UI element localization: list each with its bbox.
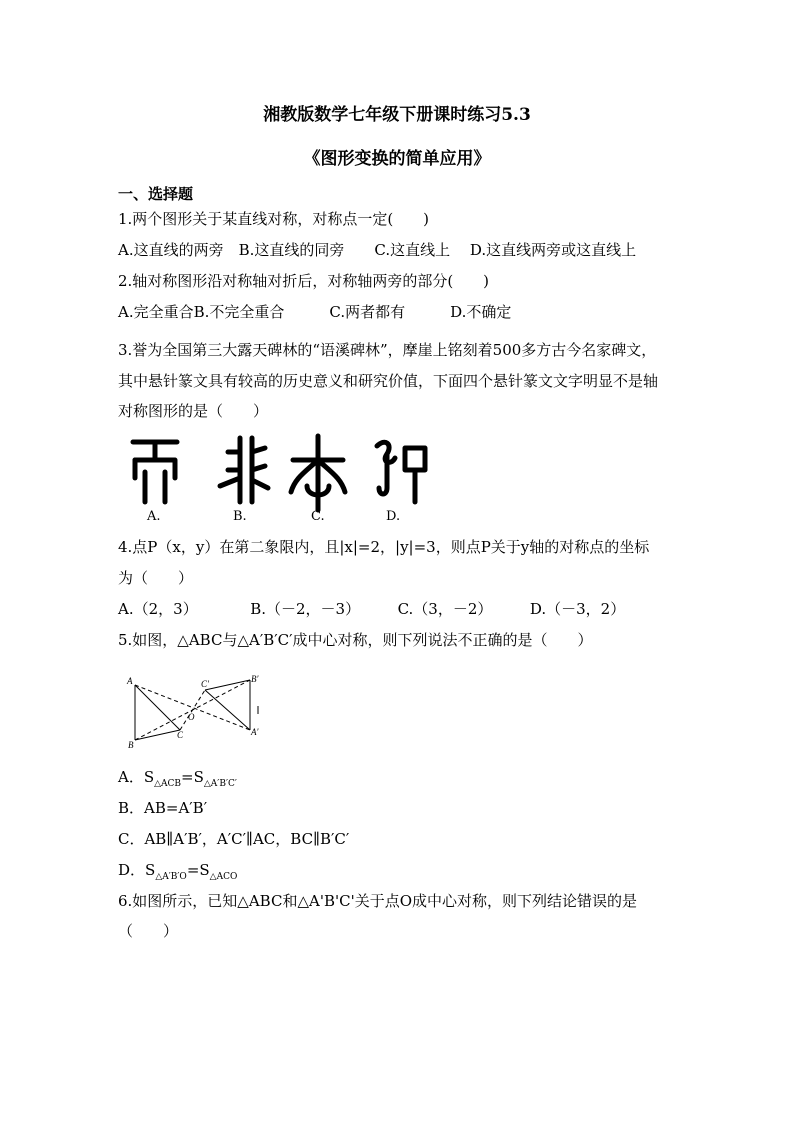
figure-label-b: B [128, 740, 134, 750]
figure-label-b-prime: B′ [251, 674, 259, 684]
q1-options: A.这直线的两旁 B.这直线的同旁 C.这直线上 D.这直线两旁或这直线上 [118, 241, 637, 259]
q5-option-a-mid: =S [181, 768, 204, 786]
q3-line2: 其中悬针篆文具有较高的历史意义和研究价值，下面四个悬针篆文文字明显不是轴 [118, 372, 659, 390]
document-title: 湘教版数学七年级下册课时练习5.3 [263, 105, 531, 125]
q5-option-d-sub1: △A′B′O [155, 872, 187, 882]
q5-option-a-prefix: A．S [118, 768, 155, 786]
q3-label-c: C. [311, 509, 325, 524]
q6-line1: 6.如图所示，已知△ABC和△A'B'C'关于点O成中心对称，则下列结论错误的是 [118, 892, 637, 910]
q5-option-b: B．AB=A′B′ [118, 799, 208, 817]
document-subtitle: 《图形变换的简单应用》 [303, 149, 491, 169]
glyph-d-image [377, 442, 425, 502]
q3-line3: 对称图形的是（ ） [118, 402, 269, 420]
central-symmetry-figure [125, 670, 275, 755]
figure-label-c-prime: C′ [201, 679, 209, 689]
q5-stem: 5.如图，△ABC与△A′B′C′成中心对称，则下列说法不正确的是（ ） [118, 631, 593, 649]
q3-label-d: D. [386, 509, 401, 524]
figure-label-o: O [188, 712, 195, 722]
q3-label-a: A. [147, 509, 161, 524]
q5-option-d-sub2: △ACO [209, 872, 238, 882]
figure-label-a-prime: A′ [251, 727, 259, 737]
q6-line2: （ ） [118, 922, 179, 940]
q5-option-c: C．AB∥A′B′，A′C′∥AC，BC∥B′C′ [118, 830, 350, 848]
figure-label-a: A [127, 676, 133, 686]
q5-option-a-sub2: △A′B′C′ [203, 779, 237, 789]
glyph-c-image [291, 436, 345, 510]
q5-option-a [118, 768, 237, 789]
section-heading: 一、选择题 [118, 185, 194, 203]
q5-option-a-sub1: △ACB [154, 779, 182, 789]
q5-option-d-mid: =S [186, 861, 210, 879]
q5-option-d [118, 861, 237, 882]
glyph-a-image [133, 442, 177, 502]
seal-script-figures [125, 430, 445, 515]
q4-options: A.（2，3） B.（－2，－3） C.（3，－2） D.（－3，2） [118, 600, 626, 618]
q1-stem: 1.两个图形关于某直线对称，对称点一定( ) [118, 210, 430, 228]
figure-label-c: C [177, 730, 184, 740]
q4-line2: 为（ ） [118, 569, 194, 587]
q5-option-d-prefix: D．S [118, 861, 156, 879]
q2-stem: 2.轴对称图形沿对称轴对折后，对称轴两旁的部分( ) [118, 272, 490, 290]
q4-line1: 4.点P（x，y）在第二象限内，且|x|=2，|y|=3，则点P关于y轴的对称点的坐标 [118, 538, 650, 556]
q2-options: A.完全重合B.不完全重合 C.两者都有 D.不确定 [118, 303, 512, 321]
q3-line1: 3.誉为全国第三大露天碑林的“语溪碑林”，摩崖上铭刻着500多方古今名家碑文， [118, 341, 657, 359]
glyph-b-image [220, 438, 268, 502]
q3-label-b: B. [233, 509, 247, 524]
